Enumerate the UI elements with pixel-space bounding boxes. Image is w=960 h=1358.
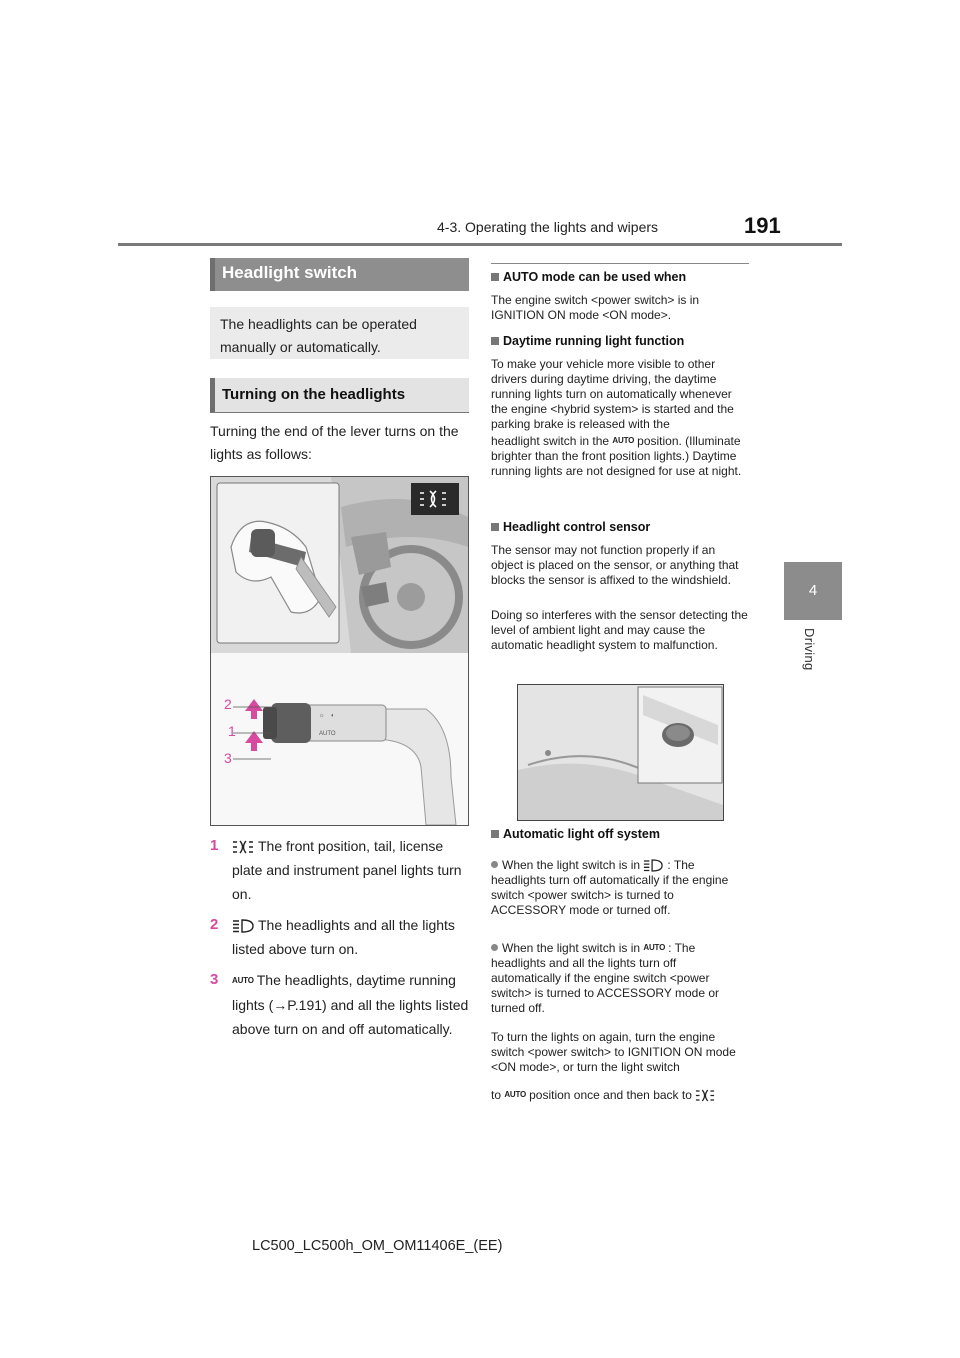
square-bullet-icon	[491, 337, 499, 345]
heading-headlight-switch	[210, 258, 469, 291]
closing-pre: to	[491, 1088, 502, 1102]
item-text: The headlights, daytime running lights (→P.191) and all the lights listed above turn on and off automatically.	[232, 972, 469, 1037]
item-text: The headlights and all the lights listed above turn on.	[232, 917, 455, 957]
sensor-text: The sensor may not function properly if an object is placed on the sensor, or anything that blocks the sensor is affixed to the windshield.	[491, 543, 739, 587]
list-item-1	[210, 834, 472, 906]
sensor-text-2: Doing so interferes with the sensor detecting the level of ambient light and may cause the automatic headlight system to malfunction.	[491, 608, 748, 652]
section-title: 4-3. Operating the lights and wipers	[437, 219, 659, 235]
heading-turning-on	[210, 378, 469, 413]
diagram-label-1: 1	[228, 723, 236, 739]
auto-off-bullet-2	[491, 940, 749, 1016]
heading2-text: Turning on the headlights	[222, 386, 406, 403]
item-number: 2	[210, 916, 219, 933]
subhead-text: AUTO mode can be used when	[503, 270, 687, 284]
item-number: 1	[210, 837, 219, 854]
square-bullet-icon	[491, 523, 499, 531]
bullet-text-post: : The headlights turn off automatically if the engine switch <power switch> is turned to ACCESSORY mode or turned off.	[491, 858, 729, 917]
sensor-photo	[517, 684, 724, 821]
item-text: The front position, tail, license plate and instrument panel lights turn on.	[232, 838, 462, 902]
drl-text-a: To make your vehicle more visible to other drivers during daytime driving, the daytime running lights turn on automatically whenever the engine <hybrid system> is started and the parking brake is released with the	[491, 357, 734, 431]
page-number: 191	[744, 213, 781, 238]
right-column-rule	[491, 263, 749, 264]
lever-illustration-svg	[211, 477, 468, 825]
position-light-icon	[232, 840, 254, 854]
item-number: 3	[210, 971, 219, 988]
list-item-2	[210, 913, 472, 961]
closing-text-b	[491, 1087, 749, 1103]
sensor-photo-svg	[518, 685, 723, 820]
header-rule	[118, 243, 842, 246]
auto-off-bullet-1	[491, 858, 749, 918]
svg-text:AUTO: AUTO	[319, 731, 336, 737]
diagram-label-3: 3	[224, 750, 232, 766]
headlight-icon	[232, 919, 254, 933]
chapter-label-box	[784, 628, 842, 688]
drl-text-b	[491, 433, 749, 479]
intro-box	[210, 307, 469, 359]
auto-icon: AUTO	[232, 976, 254, 985]
heading-bar	[210, 378, 215, 412]
auto-icon: AUTO	[643, 943, 666, 952]
drl-text-post: position. (Illuminate brighter than the front position lights.) Daytime running lights are not designed for use at night.	[491, 434, 742, 478]
bullet-text-pre: When the light switch is in	[502, 858, 641, 872]
chapter-number: 4	[808, 582, 818, 599]
chapter-tab	[784, 562, 842, 620]
footer-code: LC500_LC500h_OM_OM11406E_(EE)	[252, 1238, 503, 1254]
closing-text-a: To turn the lights on again, turn the engine switch <power switch> to IGNITION ON mode <ON mode>, or turn the light switch	[491, 1030, 736, 1074]
svg-text:◐: ◐	[331, 713, 335, 719]
heading1-text: Headlight switch	[222, 263, 358, 282]
closing-post: position once and then back to	[529, 1088, 692, 1102]
square-bullet-icon	[491, 273, 499, 281]
svg-text:☼: ☼	[319, 713, 325, 719]
position-light-icon	[695, 1089, 715, 1102]
subhead-auto-off	[491, 827, 749, 841]
chapter-label: Driving	[802, 628, 817, 671]
subhead-sensor	[491, 520, 749, 534]
heading-bar	[210, 258, 215, 291]
bullet-dot-icon	[491, 861, 498, 868]
intro-paragraph: Turning the end of the lever turns on the lights as follows:	[210, 423, 459, 462]
lever-illustration	[210, 476, 469, 826]
subhead-auto-mode	[491, 270, 749, 284]
drl-text-pre: headlight switch in the	[491, 434, 610, 448]
bullet-text-pre: When the light switch is in	[502, 941, 641, 955]
bullet-text-post: : The headlights and all the lights turn off automatically if the engine switch <power switch> is turned to ACCESSORY mode or turned off.	[491, 941, 719, 1015]
diagram-label-2: 2	[224, 696, 232, 712]
auto-mode-text: The engine switch <power switch> is in IGNITION ON mode <ON mode>.	[491, 293, 700, 322]
intro-text: The headlights can be operated manually or automatically.	[220, 316, 417, 355]
subhead-text: Headlight control sensor	[503, 520, 651, 534]
auto-icon: AUTO	[612, 436, 635, 445]
subhead-text: Automatic light off system	[503, 827, 660, 841]
subhead-drl	[491, 334, 749, 348]
list-item-3	[210, 968, 472, 1064]
bullet-dot-icon	[491, 944, 498, 951]
auto-icon: AUTO	[504, 1090, 527, 1099]
subhead-text: Daytime running light function	[503, 334, 685, 348]
headlight-icon	[643, 859, 663, 872]
square-bullet-icon	[491, 830, 499, 838]
